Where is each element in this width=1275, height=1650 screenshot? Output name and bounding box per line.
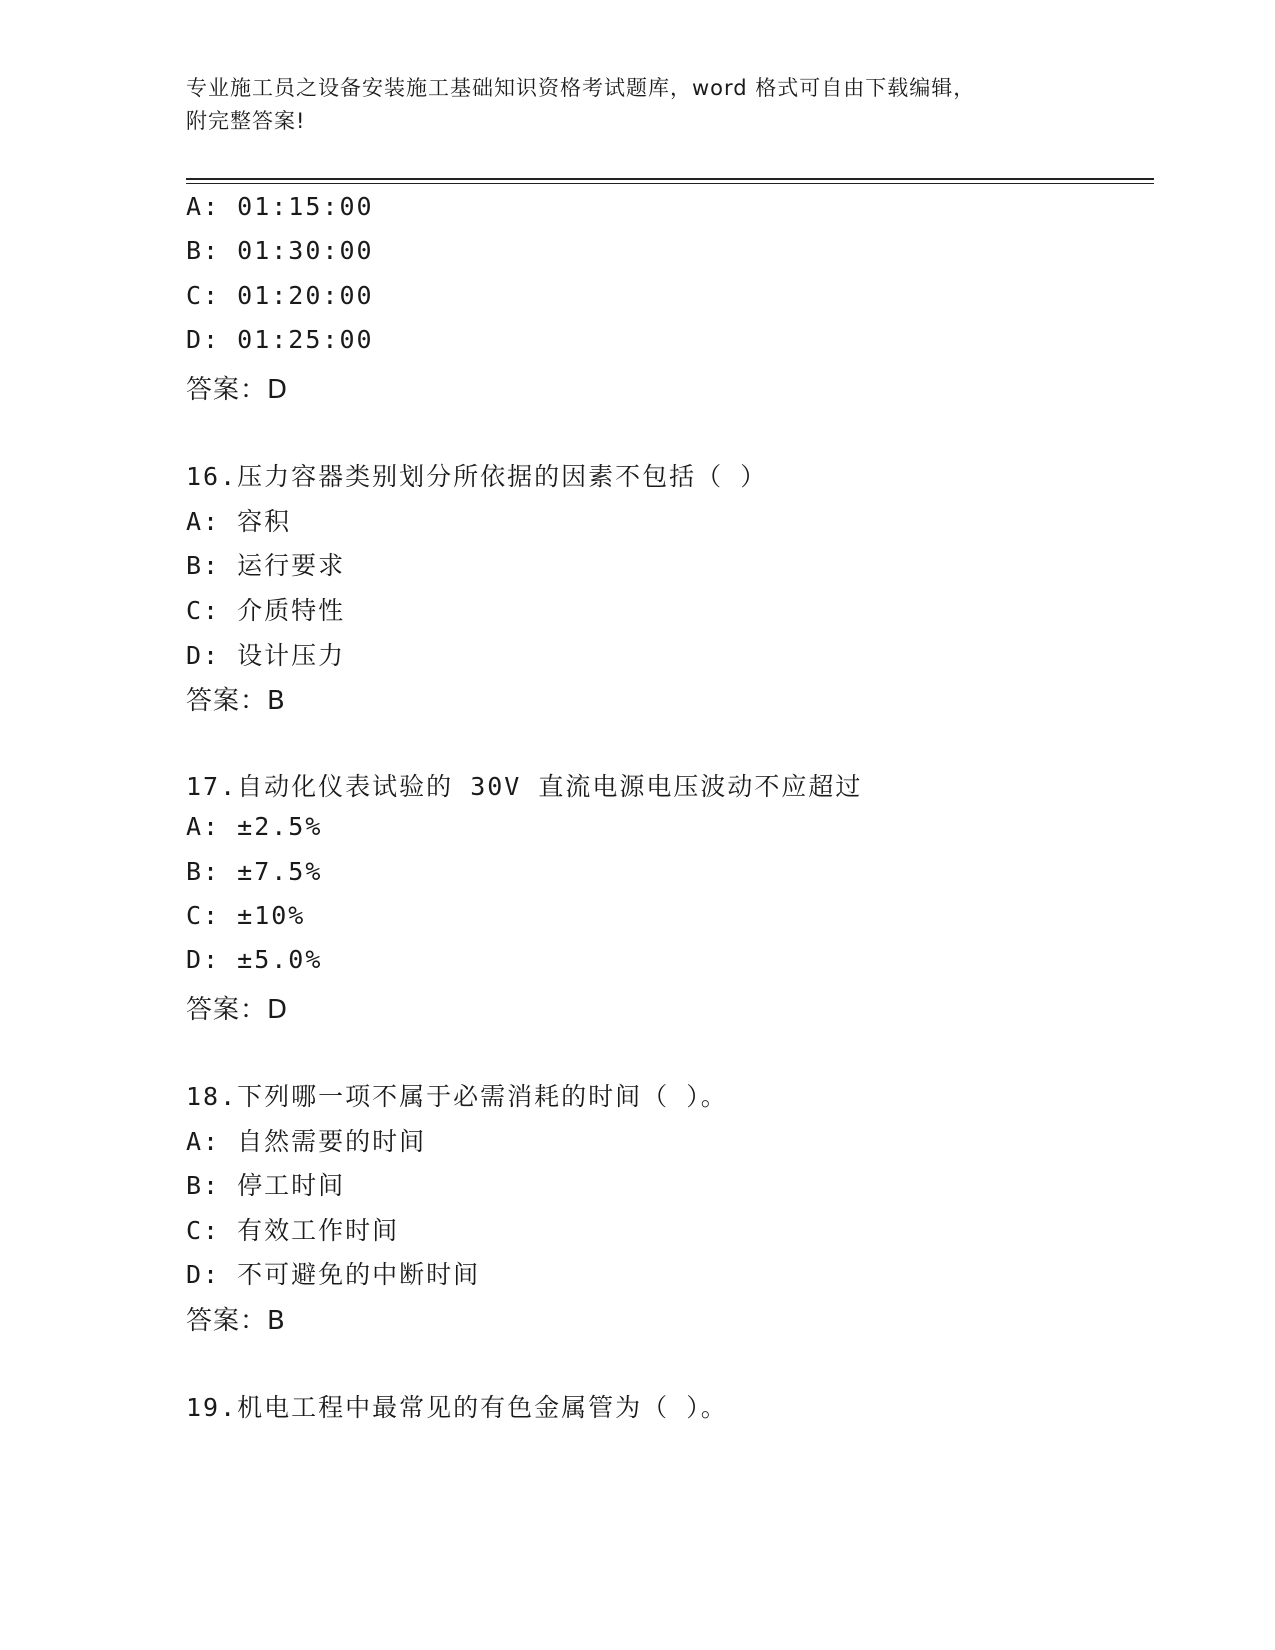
- q16-option-a: A: 容积: [186, 507, 292, 536]
- q18-option-b: B: 停工时间: [186, 1171, 346, 1200]
- q18-option-c: C: 有效工作时间: [186, 1216, 400, 1245]
- header-divider-bottom: [186, 183, 1154, 184]
- header-divider-top: [186, 178, 1154, 180]
- q16-option-c: C: 介质特性: [186, 596, 346, 625]
- q15-option-d: D: 01:25:00: [186, 325, 374, 354]
- q16-option-d: D: 设计压力: [186, 641, 346, 670]
- q15-option-a: A: 01:15:00: [186, 192, 374, 221]
- q18-option-d: D: 不可避免的中断时间: [186, 1260, 481, 1289]
- q16-option-b: B: 运行要求: [186, 551, 346, 580]
- q18-answer: 答案：B: [186, 1306, 286, 1336]
- q18-question: 18.下列哪一项不属于必需消耗的时间（ ）。: [186, 1082, 728, 1111]
- q15-answer: 答案：D: [186, 375, 289, 405]
- q17-option-b: B: ±7.5%: [186, 857, 323, 886]
- q16-question: 16.压力容器类别划分所依据的因素不包括（ ）: [186, 462, 768, 491]
- q17-option-d: D: ±5.0%: [186, 945, 323, 974]
- q17-answer: 答案：D: [186, 995, 289, 1025]
- document-header: [186, 72, 1086, 138]
- q16-answer: 答案：B: [186, 686, 286, 716]
- q19-question: 19.机电工程中最常见的有色金属管为（ ）。: [186, 1393, 728, 1422]
- q18-option-a: A: 自然需要的时间: [186, 1127, 427, 1156]
- q15-option-c: C: 01:20:00: [186, 281, 374, 310]
- q17-question: 17.自动化仪表试验的 30V 直流电源电压波动不应超过: [186, 772, 863, 801]
- header-line-1: 专业施工员之设备安装施工基础知识资格考试题库，word 格式可自由下载编辑，: [186, 76, 976, 100]
- q17-option-a: A: ±2.5%: [186, 812, 323, 841]
- q17-option-c: C: ±10%: [186, 901, 306, 930]
- q15-option-b: B: 01:30:00: [186, 236, 374, 265]
- header-line-2: 附完整答案!: [186, 109, 306, 133]
